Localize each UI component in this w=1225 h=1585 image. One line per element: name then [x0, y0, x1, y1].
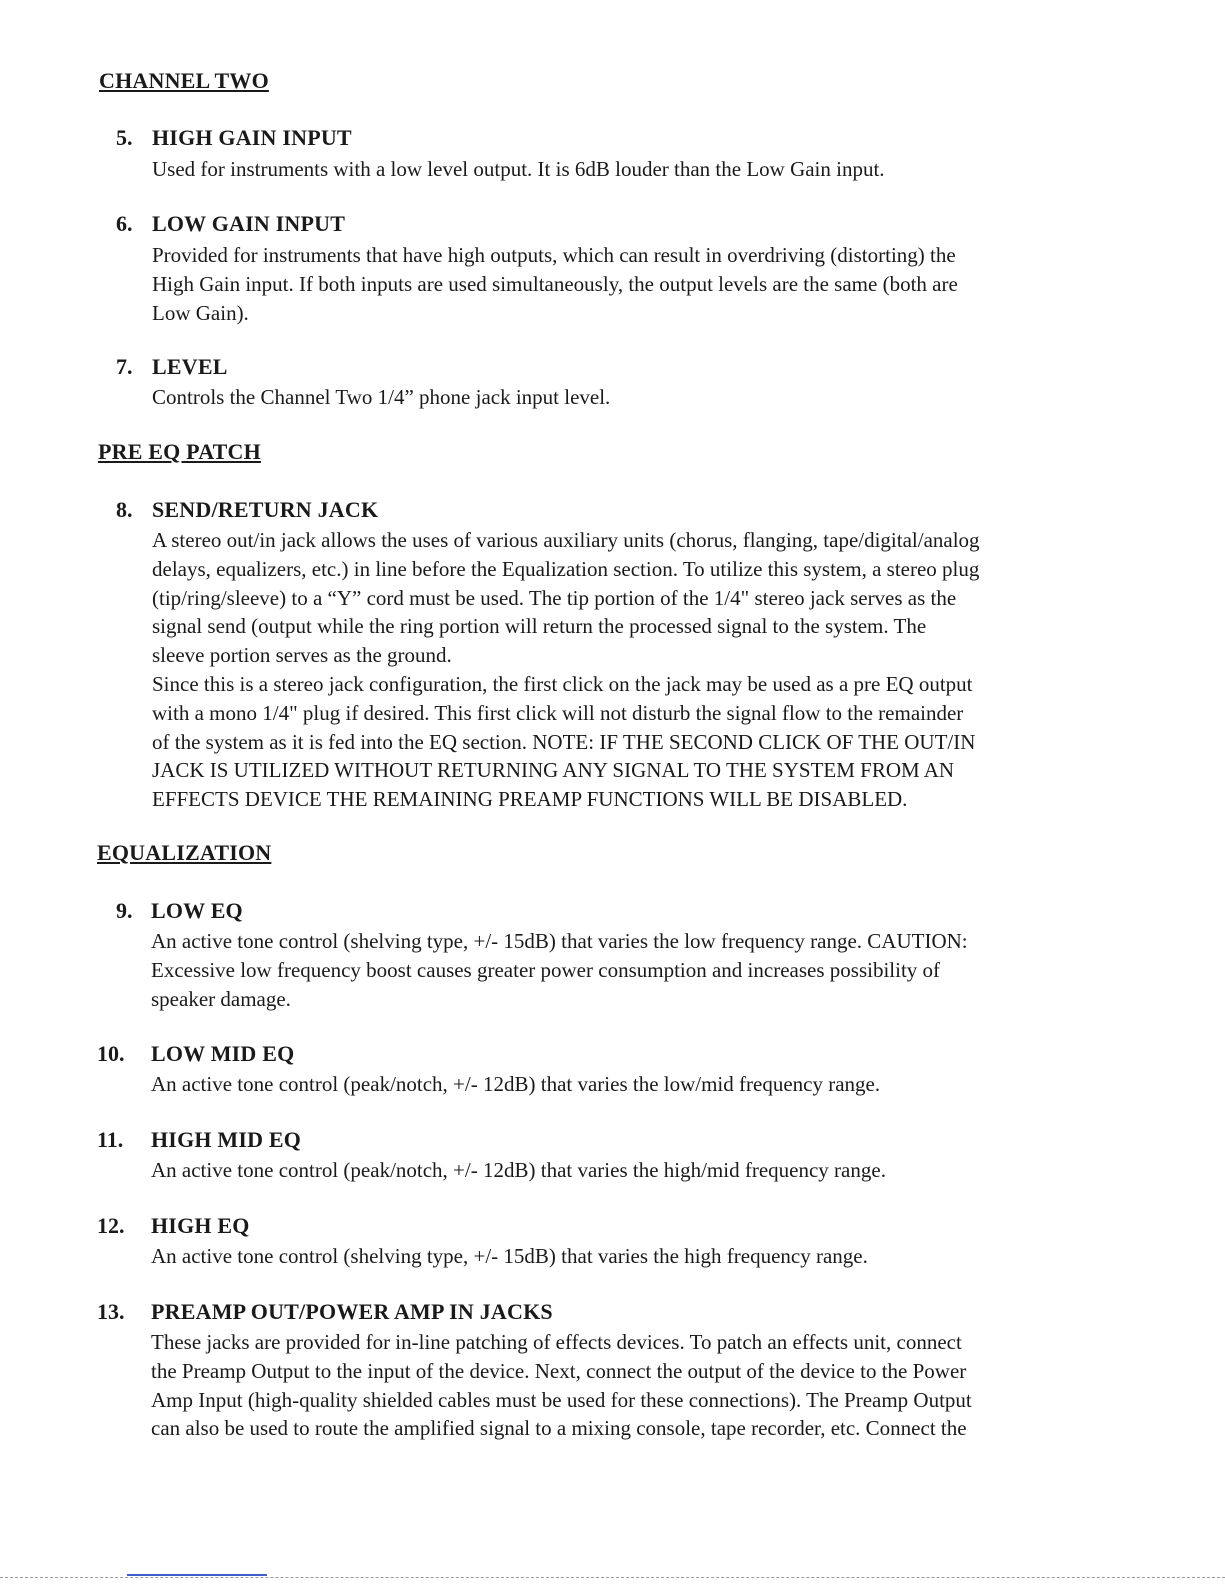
text-line: EFFECTS DEVICE THE REMAINING PREAMP FUNCTIONS WILL BE DISABLED.: [152, 787, 908, 812]
item-title-level: LEVEL: [152, 354, 228, 379]
item-description: [151, 927, 1101, 1013]
item-number: 13.: [97, 1299, 125, 1324]
item-number: 11.: [97, 1127, 124, 1152]
item-title-high-mid-eq: HIGH MID EQ: [151, 1127, 302, 1152]
text-line: can also be used to route the amplified signal to a mixing console, tape recorder, etc. Connect the: [151, 1416, 967, 1441]
item-description: [151, 1156, 1101, 1185]
text-line: These jacks are provided for in-line patching of effects devices. To patch an effects unit, connect: [151, 1330, 962, 1354]
item-description: [151, 1328, 1101, 1443]
section-heading-equalization: EQUALIZATION: [97, 840, 272, 865]
item-number: 7.: [116, 354, 133, 379]
text-line: Controls the Channel Two 1/4” phone jack input level.: [152, 385, 611, 409]
text-line: sleeve portion serves as the ground.: [152, 643, 452, 668]
item-number: 9.: [116, 898, 133, 923]
text-line: An active tone control (shelving type, +/- 15dB) that varies the high frequency range.: [151, 1244, 868, 1268]
item-number: 12.: [97, 1213, 125, 1238]
item-title-low-eq: LOW EQ: [151, 898, 243, 923]
text-line: An active tone control (peak/notch, +/- 12dB) that varies the low/mid frequency range.: [151, 1072, 881, 1096]
item-description: [151, 1070, 1101, 1099]
item-number: 5.: [116, 125, 133, 150]
item-description: [151, 1242, 1101, 1271]
item-title-high-gain-input: HIGH GAIN INPUT: [152, 125, 352, 150]
text-line: delays, equalizers, etc.) in line before the Equalization section. To utilize this system, a stereo plug: [152, 556, 980, 581]
item-title-low-gain-input: LOW GAIN INPUT: [152, 211, 346, 236]
text-line: Used for instruments with a low level output. It is 6dB louder than the Low Gain input.: [152, 157, 885, 181]
text-line: Low Gain).: [152, 300, 249, 325]
item-description: [152, 383, 1102, 412]
text-line: A stereo out/in jack allows the uses of various auxiliary units (chorus, flanging, tape/digital/analog: [152, 528, 980, 552]
text-line: speaker damage.: [151, 986, 291, 1011]
item-title-send-return-jack: SEND/RETURN JACK: [152, 497, 379, 522]
item-number: 6.: [116, 211, 133, 236]
item-title-high-eq: HIGH EQ: [151, 1213, 250, 1238]
scan-edge-rule: [0, 1577, 1225, 1578]
item-description: [152, 526, 1102, 814]
item-title-preamp-out-power-amp-in-jacks: PREAMP OUT/POWER AMP IN JACKS: [151, 1299, 553, 1324]
text-line: the Preamp Output to the input of the device. Next, connect the output of the device to the Power: [151, 1358, 967, 1383]
item-number: 8.: [116, 497, 133, 522]
text-line: Since this is a stereo jack configuration, the first click on the jack may be used as a pre EQ output: [152, 671, 973, 696]
item-description: [152, 155, 1102, 184]
text-line: Provided for instruments that have high outputs, which can result in overdriving (distorting) the: [152, 243, 956, 267]
item-number: 10.: [97, 1041, 125, 1066]
text-line: High Gain input. If both inputs are used simultaneously, the output levels are the same (both are: [152, 271, 958, 296]
text-line: of the system as it is fed into the EQ section. NOTE: IF THE SECOND CLICK OF THE OUT/IN: [152, 729, 976, 754]
text-line: An active tone control (shelving type, +/- 15dB) that varies the low frequency range. CAUTION:: [151, 929, 968, 953]
text-line: JACK IS UTILIZED WITHOUT RETURNING ANY SIGNAL TO THE SYSTEM FROM AN: [152, 758, 955, 783]
text-line: An active tone control (peak/notch, +/- 12dB) that varies the high/mid frequency range.: [151, 1158, 886, 1182]
item-description: [152, 241, 1102, 327]
text-line: Amp Input (high-quality shielded cables must be used for these connections). The Preamp Output: [151, 1387, 972, 1412]
item-title-low-mid-eq: LOW MID EQ: [151, 1041, 295, 1066]
scan-edge-mark: [127, 1574, 267, 1576]
text-line: signal send (output while the ring portion will return the processed signal to the system. The: [152, 614, 927, 639]
section-heading-channel-two: CHANNEL TWO: [99, 68, 269, 93]
section-heading-pre-eq-patch: PRE EQ PATCH: [98, 439, 261, 464]
text-line: Excessive low frequency boost causes greater power consumption and increases possibility of: [151, 957, 941, 982]
text-line: (tip/ring/sleeve) to a “Y” cord must be used. The tip portion of the 1/4" stereo jack serves as the: [152, 585, 957, 610]
text-line: with a mono 1/4" plug if desired. This first click will not disturb the signal flow to the remainder: [152, 700, 964, 725]
